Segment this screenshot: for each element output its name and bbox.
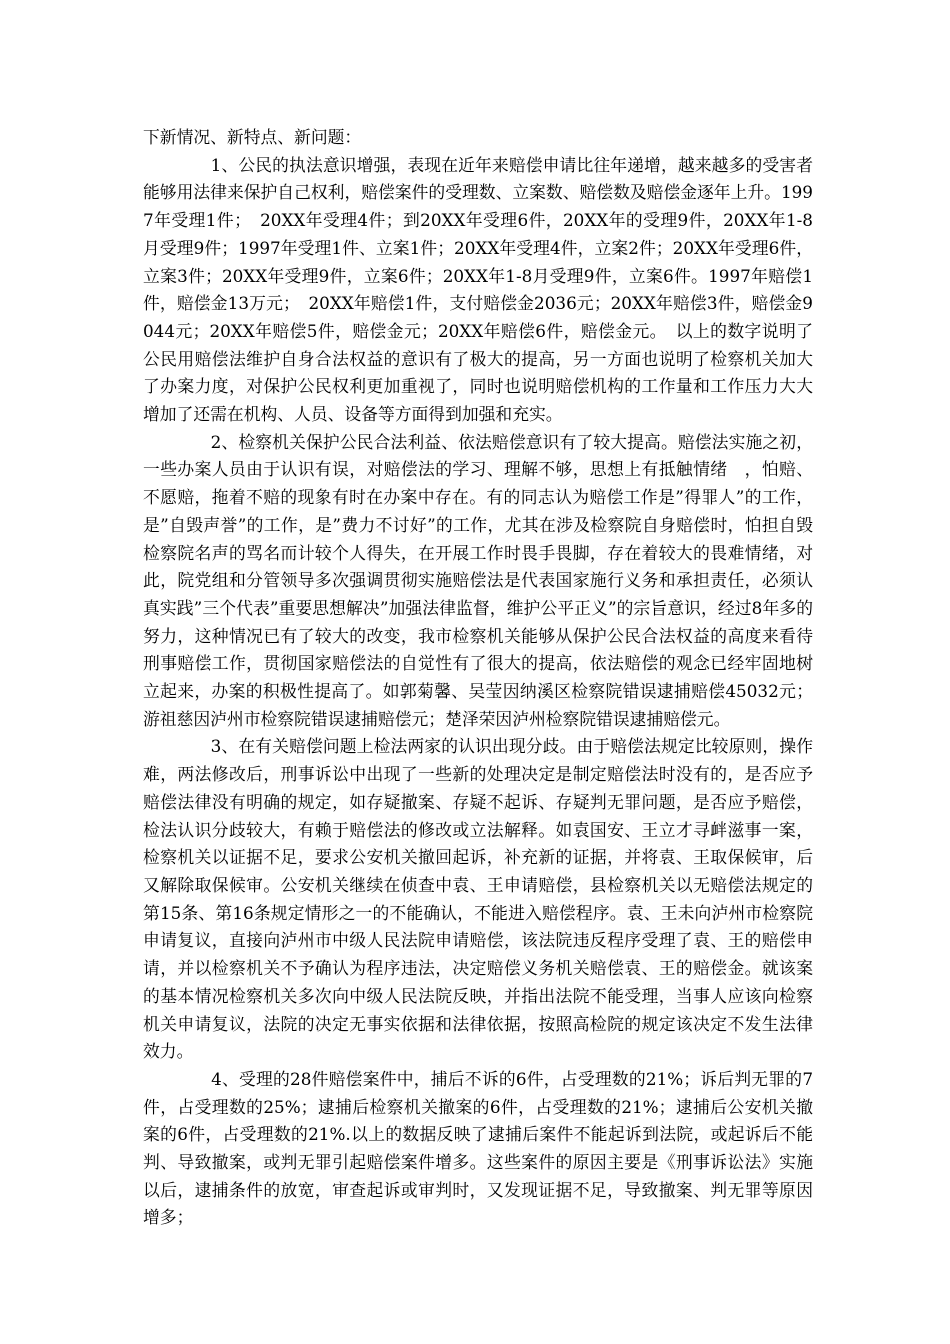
paragraph-4: 4、受理的28件赔偿案件中，捕后不诉的6件，占受理数的21%；诉后判无罪的7件，占受理数的25%；逮捕后检察机关撤案的6件，占受理数的21%；逮捕后公安机关撤案的6件，占受理数的21%.以上的数据反映了逮捕后案件不能起诉到法院，或起诉后不能判、导致撤案，或判无罪引起赔偿案件增多。这些案件的原因主要是《刑事诉讼法》实施以后，逮捕条件的放宽，审查起诉或审判时，又发现证据不足，导致撤案、判无罪等原因增多；: [143, 1068, 813, 1228]
paragraph-2: 2、检察机关保护公民合法利益、依法赔偿意识有了较大提高。赔偿法实施之初，一些办案人员由于认识有误，对赔偿法的学习、理解不够，思想上有抵触情绪 ，怕赔、不愿赔，拖着不赔的现象有时在办案中存在。有的同志认为赔偿工作是”得罪人”的工作，是”自毁声誉”的工作，是”费力不讨好”的工作，尤其在涉及检察院自身赔偿时，怕担自毁检察院名声的骂名而计较个人得失，在开展工作时畏手畏脚，存在着较大的畏难情绪，对此，院党组和分管领导多次强调贯彻实施赔偿法是代表国家施行义务和承担责任，必须认真实践”三个代表”重要思想解决”加强法律监督，维护公平正义”的宗旨意识，经过8年多的努力，这种情况已有了较大的改变，我市检察机关能够从保护公民合法权益的高度来看待刑事赔偿工作，贯彻国家赔偿法的自觉性有了很大的提高，依法赔偿的观念已经牢固地树立起来，办案的积极性提高了。如郭菊馨、吴莹因纳溪区检察院错误逮捕赔偿45032元；游祖慈因泸州市检察院错误逮捕赔偿元；楚泽荣因泸州检察院错误逮捕赔偿元。: [143, 431, 813, 729]
paragraph-1: 1、公民的执法意识增强，表现在近年来赔偿申请比往年递增，越来越多的受害者能够用法律来保护自己权利，赔偿案件的受理数、立案数、赔偿数及赔偿金逐年上升。1997年受理1件； 20XX年受理4件；到20XX年受理6件，20XX年的受理9件，20XX年1-8月受理9件；1997年受理1件、立案1件；20XX年受理4件，立案2件；20XX年受理6件，立案3件；20XX年受理9件，立案6件；20XX年1-8月受理9件，立案6件。1997年赔偿1件，赔偿金13万元； 20XX年赔偿1件，支付赔偿金2036元；20XX年赔偿3件，赔偿金9044元；20XX年赔偿5件，赔偿金元；20XX年赔偿6件，赔偿金元。 以上的数字说明了公民用赔偿法维护自身合法权益的意识有了极大的提高，另一方面也说明了检察机关加大了办案力度，对保护公民权利更加重视了，同时也说明赔偿机构的工作量和工作压力大大增加了还需在机构、人员、设备等方面得到加强和充实。: [143, 154, 813, 425]
document-body: [143, 124, 813, 1232]
paragraph-3: 3、在有关赔偿问题上检法两家的认识出现分歧。由于赔偿法规定比较原则，操作难，两法修改后，刑事诉讼中出现了一些新的处理决定是制定赔偿法时没有的，是否应予赔偿法律没有明确的规定，如存疑撤案、存疑不起诉、存疑判无罪问题，是否应予赔偿，检法认识分歧较大，有赖于赔偿法的修改或立法解释。如袁国安、王立才寻衅滋事一案，检察机关以证据不足，要求公安机关撤回起诉，补充新的证据，并将袁、王取保候审，后又解除取保候审。公安机关继续在侦查中袁、王申请赔偿，县检察机关以无赔偿法规定的第15条、第16条规定情形之一的不能确认，不能进入赔偿程序。袁、王未向泸州市检察院申请复议，直接向泸州市中级人民法院申请赔偿，该法院违反程序受理了袁、王的赔偿申请，并以检察机关不予确认为程序违法，决定赔偿义务机关赔偿袁、王的赔偿金。就该案的基本情况检察机关多次向中级人民法院反映，并指出法院不能受理，当事人应该向检察机关申请复议，法院的决定无事实依据和法律依据，按照高检院的规定该决定不发生法律效力。: [143, 736, 813, 1062]
intro-line: 下新情况、新特点、新问题：: [143, 127, 362, 147]
